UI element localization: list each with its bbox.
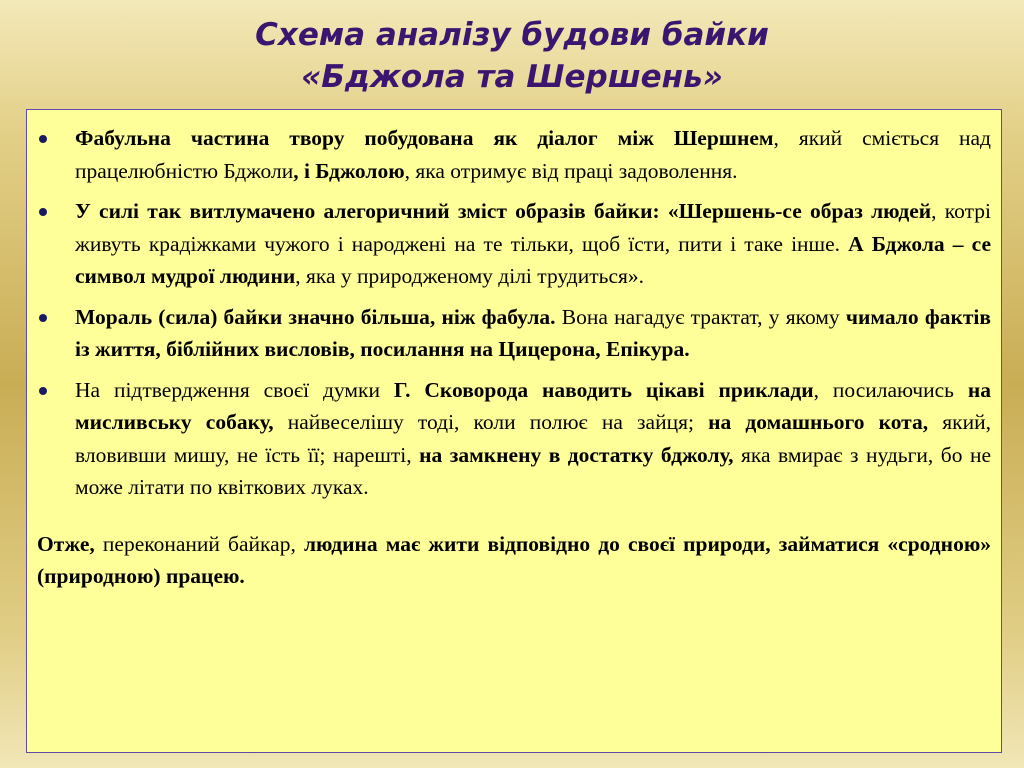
list-item <box>37 301 991 366</box>
text-bold: Г. Сковорода наводить цікаві приклади <box>393 377 814 402</box>
text-bold: людина має жити відповідно до своєї природи, займатися «сродною» (природною) працею. <box>37 531 992 588</box>
bullet-icon <box>39 208 47 216</box>
title-line-2: «Бджола та Шершень» <box>301 59 723 95</box>
text: який, вловивши мишу, не їсть її; нарешті, <box>75 410 991 467</box>
text: На підтвердження своєї думки <box>75 377 394 402</box>
text: , який сміється над працелюбністю Бджоли <box>75 126 991 183</box>
text: переконаний байкар, <box>94 531 304 556</box>
bullet-list <box>37 122 991 504</box>
list-item <box>37 374 991 504</box>
text-bold: Мораль (сила) байки значно більша, ніж фабула. <box>75 304 556 329</box>
text: яка вмирає з нудьги, бо не може літати по квіткових луках. <box>75 442 991 499</box>
text: , яка отримує від праці задоволення. <box>404 158 738 183</box>
text: найвеселішу тоді, коли полює на зайця; <box>273 410 709 434</box>
text-bold: на мисливську собаку, <box>75 377 991 434</box>
title-line-1: Схема аналізу будови байки <box>255 17 769 53</box>
content-box <box>26 109 1002 753</box>
text: , котрі живуть крадіжками чужого і народжені на те тільки, щоб їсти, пити і таке інше. <box>75 199 992 256</box>
text-bold: , і Бджолою <box>293 158 405 183</box>
text-bold: Фабульна частина твору побудована як діалог між Шершнем <box>75 126 774 150</box>
text: Вона нагадує трактат, у якому <box>555 304 846 329</box>
list-item <box>37 195 991 293</box>
text-bold: А Бджола – се символ мудрої людини <box>75 231 992 288</box>
bullet-icon <box>39 387 47 395</box>
bullet-icon <box>39 314 47 322</box>
text: , яка у природженому ділі трудиться». <box>295 264 645 288</box>
text-bold: чимало фактів із життя, біблійних висловів, посилання на Цицерона, Епікура. <box>75 304 991 361</box>
text: , посилаючись <box>813 377 968 402</box>
text-bold: на замкнену в достатку бджолу, <box>419 442 734 467</box>
text-bold: на домашнього кота, <box>708 410 929 434</box>
text-bold: Отже, <box>37 531 95 556</box>
text-bold: У силі так витлумачено алегоричний зміст образів байки: «Шершень-се образ людей <box>75 199 932 223</box>
conclusion <box>37 528 991 593</box>
slide-title <box>0 14 1024 98</box>
list-item <box>37 122 991 187</box>
bullet-icon <box>39 135 47 143</box>
